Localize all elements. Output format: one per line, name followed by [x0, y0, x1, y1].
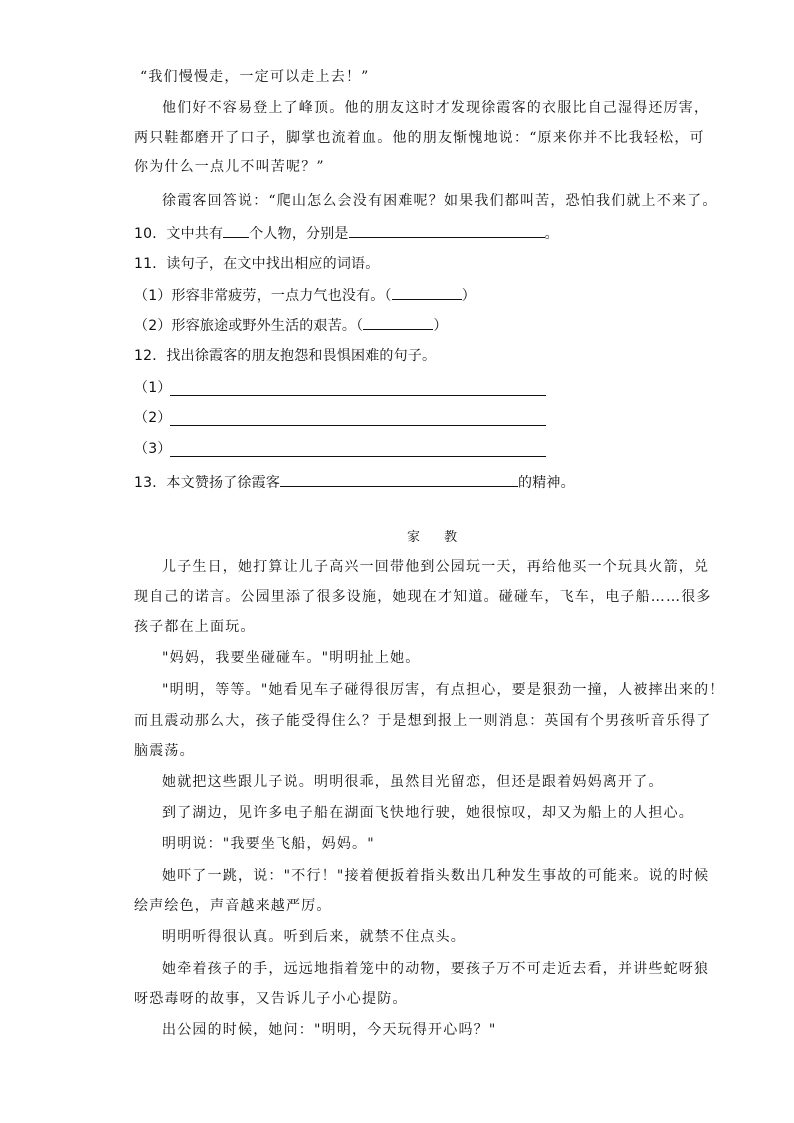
question-10-text-c: 。	[544, 226, 559, 242]
question-12-label-1: （1）	[134, 380, 172, 396]
answer-line-12-3[interactable]	[170, 456, 546, 457]
passage1-line-3: 两只鞋都磨开了口子，脚掌也流着血。他的朋友惭愧地说：“原来你并不比我轻松，可	[134, 130, 705, 146]
passage2-line-9: 到了湖边，见许多电子船在湖面飞快地行驶，她很惊叹，却又为船上的人担心。	[162, 805, 694, 821]
passage2-line-8: 她就把这些跟儿子说。明明很乖，虽然目光留恋，但还是跟着妈妈离开了。	[162, 774, 664, 790]
question-11-2-text: （2）形容旅途或野外生活的艰苦。（	[134, 318, 364, 334]
passage2-line-14: 她牵着孩子的手，远远地指着笼中的动物，要孩子万不可走近去看，并讲些蛇呀狼	[162, 961, 710, 977]
question-13-text-a: 13．本文赞扬了徐霞客	[134, 475, 281, 491]
passage2-line-5: "明明，等等。"她看见车子碰得很厉害，有点担心，要是狠劲一撞，人被摔出来的！	[162, 682, 725, 698]
passage2-line-6: 而且震动那么大，孩子能受得住么？于是想到报上一则消息：英国有个男孩听音乐得了	[134, 713, 712, 729]
question-12-label-3: （3）	[134, 441, 172, 457]
question-11-1-close: ）	[461, 288, 476, 304]
question-11-2-close: ）	[433, 318, 448, 334]
question-10-text-a: 10．文中共有	[134, 226, 224, 242]
answer-line-12-2[interactable]	[170, 425, 546, 426]
passage2-line-4: "妈妈，我要坐碰碰车。"明明扯上她。	[162, 650, 421, 666]
question-11-1-text: （1）形容非常疲劳，一点力气也没有。（	[134, 288, 392, 304]
question-13	[134, 472, 575, 493]
answer-blank-11-1[interactable]	[392, 285, 462, 300]
passage2-line-11: 她吓了一跳，说："不行！"接着便扳着指头数出几种发生事故的可能来。说的时候	[162, 868, 710, 884]
passage2-line-13: 明明听得很认真。听到后来，就禁不住点头。	[162, 929, 466, 945]
passage2-title: 家 教	[407, 530, 468, 545]
answer-blank-11-2[interactable]	[363, 315, 433, 330]
question-12-label-2: （2）	[134, 410, 172, 426]
question-12: 12．找出徐霞客的朋友抱怨和畏惧困难的句子。	[134, 348, 437, 364]
passage2-line-12: 绘声绘色，声音越来越严厉。	[134, 898, 332, 914]
passage1-line-1: “我们慢慢走，一定可以走上去！”	[140, 69, 370, 85]
question-11-2	[134, 315, 448, 336]
passage2-line-7: 脑震荡。	[134, 743, 195, 759]
question-11-1	[134, 285, 476, 306]
passage2-line-1: 儿子生日，她打算让儿子高兴一回带他到公园玩一天，再给他买一个玩具火箭，兑	[162, 559, 710, 575]
passage1-line-2: 他们好不容易登上了峰顶。他的朋友这时才发现徐霞客的衣服比自己湿得还厉害，	[162, 100, 710, 116]
passage2-line-15: 呀恐毒呀的故事，又告诉儿子小心提防。	[134, 991, 408, 1007]
passage2-line-2: 现自己的诺言。公园里添了很多设施，她现在才知道。碰碰车，飞车，电子船……很多	[134, 589, 712, 605]
question-10	[134, 223, 559, 244]
passage2-line-16: 出公园的时候，她问："明明，今天玩得开心吗？"	[162, 1022, 497, 1038]
answer-blank-13[interactable]	[280, 472, 518, 487]
question-10-text-b: 个人物，分别是	[249, 226, 349, 242]
answer-blank-character-names[interactable]	[349, 223, 545, 238]
answer-line-12-1[interactable]	[170, 395, 546, 396]
question-11: 11．读句子，在文中找出相应的词语。	[134, 256, 380, 272]
passage1-line-4: 你为什么一点儿不叫苦呢？”	[134, 159, 325, 175]
question-13-text-b: 的精神。	[518, 475, 575, 491]
answer-blank-character-count[interactable]	[223, 223, 249, 238]
passage1-line-5: 徐霞客回答说：“爬山怎么会没有困难呢？如果我们都叫苦，恐怕我们就上不来了。	[162, 193, 718, 209]
passage2-line-10: 明明说："我要坐飞船，妈妈。"	[162, 836, 375, 852]
passage2-line-3: 孩子都在上面玩。	[134, 619, 256, 635]
